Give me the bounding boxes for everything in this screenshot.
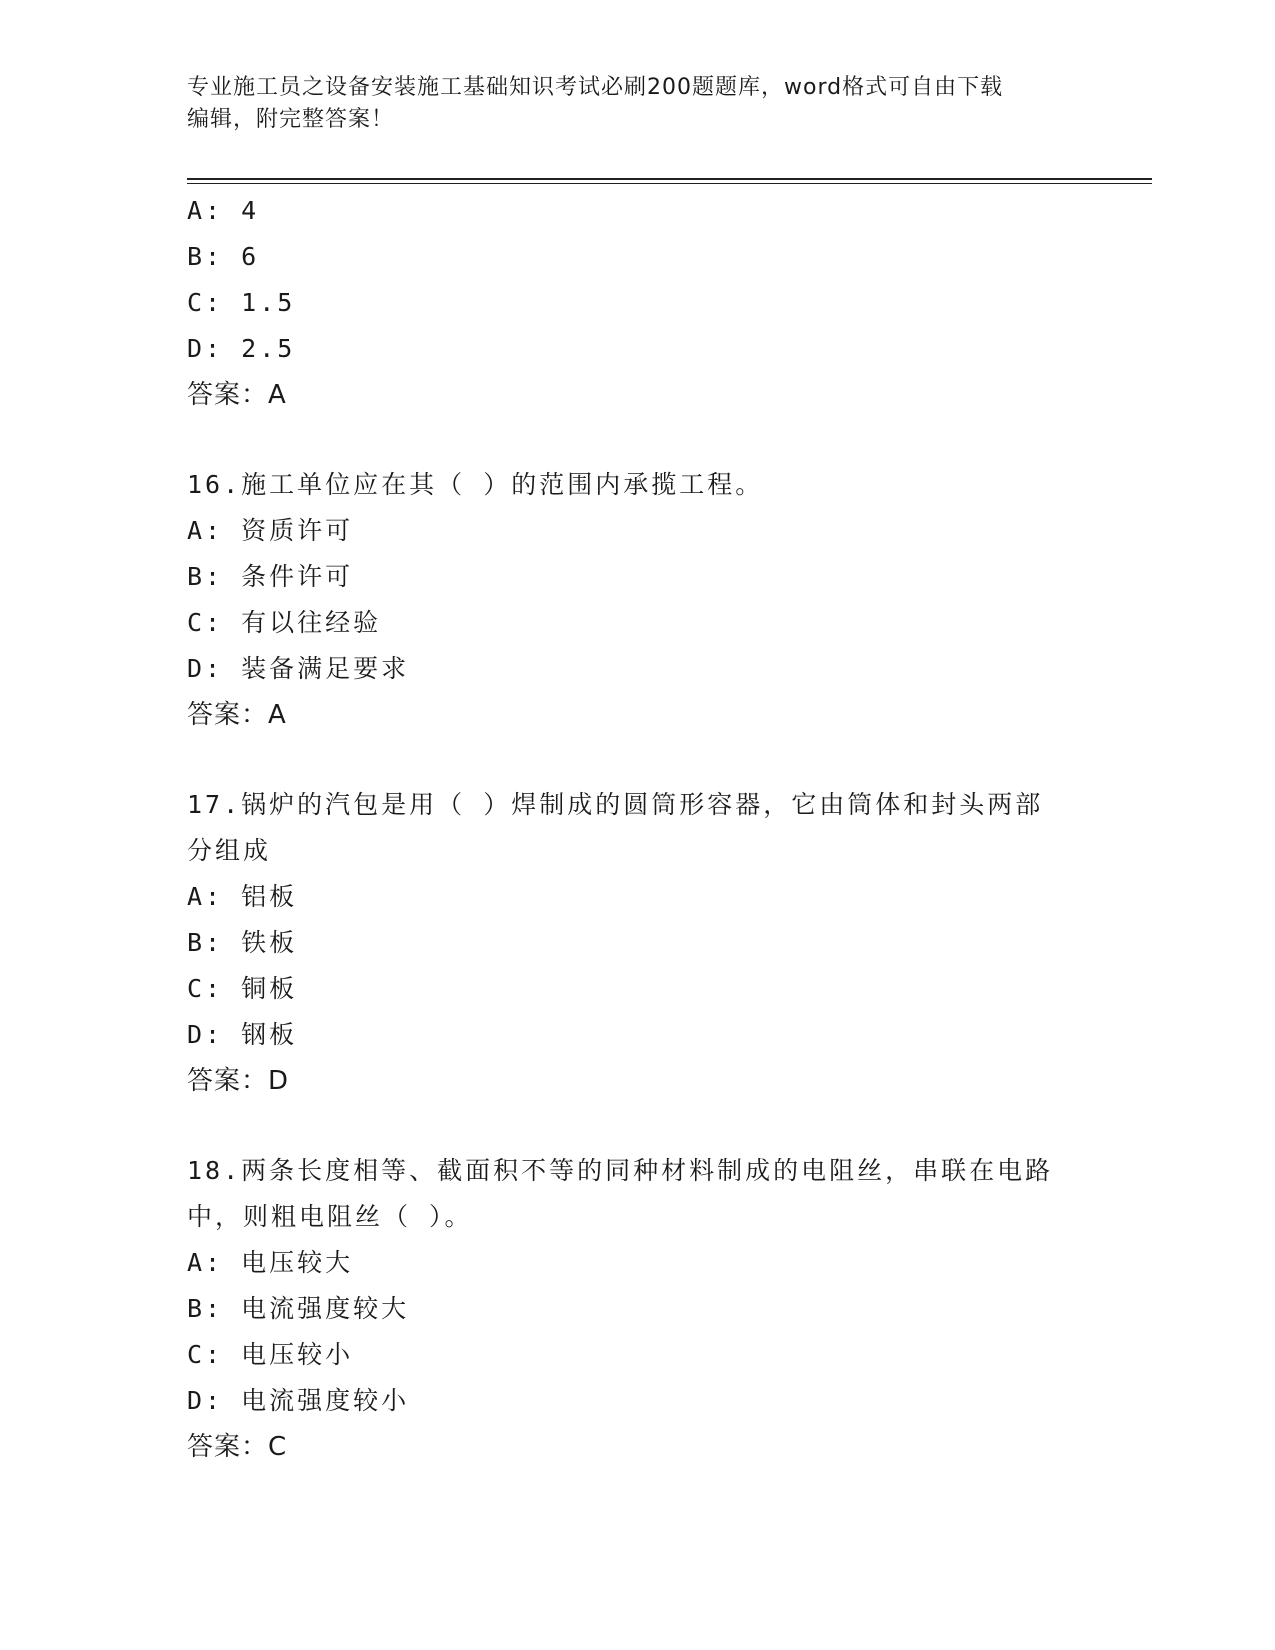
- option-d: D: 装备满足要求: [187, 654, 410, 683]
- header-line-1: 专业施工员之设备安装施工基础知识考试必刷200题题库，word格式可自由下载: [187, 75, 1004, 100]
- option-d: D: 电流强度较小: [187, 1386, 410, 1415]
- answer-line: 答案：A: [187, 700, 287, 730]
- option-b: B: 铁板: [187, 928, 298, 957]
- header-rule-thick: [187, 178, 1152, 180]
- question-stem-line: 中，则粗电阻丝（ ）。: [187, 1202, 473, 1231]
- option-c: C: 有以往经验: [187, 608, 382, 637]
- question-list: [187, 188, 1087, 1470]
- question-stem-line: 17.锅炉的汽包是用（ ）焊制成的圆筒形容器，它由筒体和封头两部: [187, 790, 1044, 819]
- option-a: A: 铝板: [187, 882, 298, 911]
- option-d: D: 钢板: [187, 1020, 298, 1049]
- option-c: C: 电压较小: [187, 1340, 354, 1369]
- question-stem: [187, 462, 1067, 508]
- question-stem: [187, 782, 1067, 874]
- question-block-prev: [187, 188, 1087, 418]
- option-c: C: 铜板: [187, 974, 298, 1003]
- answer-line: 答案：A: [187, 380, 287, 410]
- header-line-2: 编辑，附完整答案！: [187, 107, 395, 132]
- document-header: [187, 72, 1087, 136]
- answer-line: 答案：C: [187, 1432, 288, 1462]
- option-d: D: 2.5: [187, 334, 296, 363]
- option-a: A: 资质许可: [187, 516, 354, 545]
- question-stem-line: 18.两条长度相等、截面积不等的同种材料制成的电阻丝，串联在电路: [187, 1156, 1054, 1185]
- option-b: B: 6: [187, 242, 260, 271]
- question-stem-line: 分组成: [187, 836, 272, 865]
- question-stem-line: 16.施工单位应在其（ ）的范围内承揽工程。: [187, 470, 764, 499]
- question-stem: [187, 1148, 1067, 1240]
- option-a: A: 电压较大: [187, 1248, 354, 1277]
- question-block-16: [187, 462, 1087, 738]
- answer-line: 答案：D: [187, 1066, 290, 1096]
- option-b: B: 电流强度较大: [187, 1294, 410, 1323]
- option-b: B: 条件许可: [187, 562, 354, 591]
- option-c: C: 1.5: [187, 288, 296, 317]
- header-rule-thin: [187, 183, 1152, 184]
- question-block-18: [187, 1148, 1087, 1470]
- question-block-17: [187, 782, 1087, 1104]
- option-a: A: 4: [187, 196, 260, 225]
